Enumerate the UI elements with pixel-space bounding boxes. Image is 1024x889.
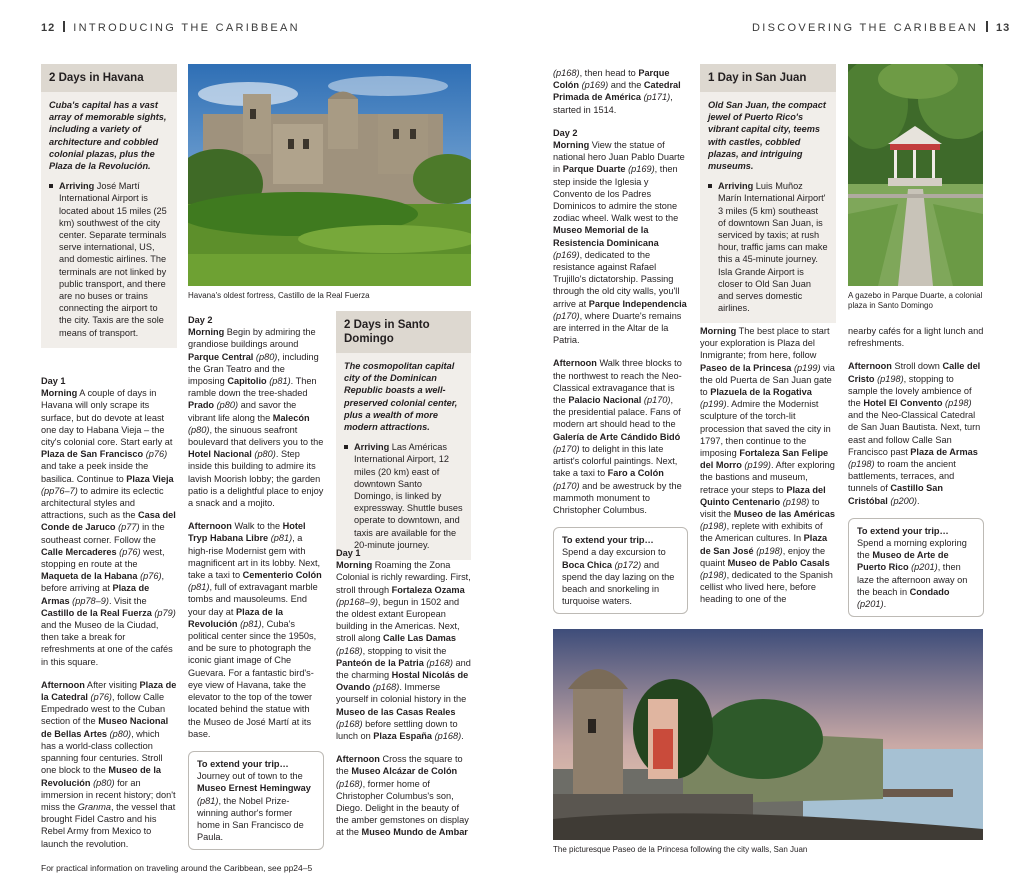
gazebo-photo-caption: A gazebo in Parque Duarte, a colonial plaza in Santo Domingo — [848, 291, 983, 310]
san-juan-column — [700, 64, 836, 323]
extend-title: To extend your trip… — [197, 758, 289, 769]
extend-title: To extend your trip… — [857, 525, 949, 536]
santo-domingo-arriving — [344, 441, 463, 551]
santo-domingo-day2-afternoon: Afternoon Walk three blocks to the northwest to reach the Neo-Classical extravagance that is the Palacio Nacional (p170), the presidential palace. Fans of modern art should head to the Galería de Arte Cándido Bidó (p170) to delight in this late artist's colorful paintings. Next, take a taxi to Faro a Colón (p170) and be awestruck by the mammoth monument to Christopher Columbus. — [553, 358, 682, 515]
day-label: Day 1 — [41, 376, 66, 386]
san-juan-intro-box — [700, 92, 836, 323]
santo-domingo-day2-morning: Morning View the statue of national hero Juan Pablo Duarte in Parque Duarte (p169), then step inside the Iglesia y Convento de los Padres Dominicos to admire the stone zodiac wheel. Walk west to the Museo Memorial de la Resistencia Dominicana (p169), dedicated to the resistance against Rafael Trujillo's dictatorship. Passing through the old city walls, you'll arrive at Parque Independencia (p170), where Duarte's remains are interred in the Altar de la Patria. — [553, 140, 687, 346]
right-running-title: DISCOVERING THE CARIBBEAN — [752, 22, 978, 34]
arriving-text: Las Américas International Airport, 12 miles (20 km) east of downtown Santo Domingo, is linked by expressway. Shuttle buses operate to downtown, and taxis are available for the 20-minute journey. — [354, 442, 463, 550]
left-running-title: INTRODUCING THE CARIBBEAN — [73, 22, 300, 34]
havana-day2-text — [188, 314, 324, 850]
right-page-number: 13 — [996, 22, 1011, 34]
paseo-photo-caption: The picturesque Paseo de la Princesa following the city walls, San Juan — [553, 845, 808, 854]
santo-domingo-day1-text — [336, 547, 471, 839]
san-juan-afternoon-column — [848, 325, 984, 617]
havana-intro-box — [41, 92, 177, 348]
santo-domingo-day1-continued: (p168), then head to Parque Colón (p169) and the Catedral Primada de América (p171), started in 1514. — [553, 68, 681, 115]
left-page-number: 12 — [41, 22, 56, 34]
footer-note: For practical information on traveling around the Caribbean, see pp24–5 — [41, 863, 313, 873]
day-label: Day 2 — [188, 315, 213, 325]
santo-domingo-extend-text: Spend a day excursion to Boca Chica (p172) and spend the day lazing on the beach and snorkeling in turquoise waters. — [562, 547, 675, 607]
extend-title: To extend your trip… — [562, 535, 654, 546]
arriving-text: Luis Muñoz Marín International Airport' 3 miles (5 km) southeast of downtown San Juan, is serviced by taxis; at rush hour, traffic jams can make this a 45-minute journey. Isla Grande Airport is closer to Old San Juan and serves domestic airlines. — [718, 181, 828, 314]
havana-column — [41, 64, 177, 348]
havana-photo-caption: Havana's oldest fortress, Castillo de la Real Fuerza — [188, 291, 370, 300]
santo-domingo-continued-text — [553, 67, 688, 614]
santo-domingo-column — [336, 311, 471, 560]
havana-arriving — [49, 180, 169, 339]
arriving-label: Arriving — [718, 181, 754, 192]
header-divider — [986, 21, 988, 32]
santo-domingo-title: 2 Days in Santo Domingo — [336, 311, 471, 353]
santo-domingo-day1-afternoon: Afternoon Cross the square to the Museo Alcázar de Colón (p168), former home of Christopher Columbus's son, Diego. Delight in the beauty of the amber gemstones on display at the Museo Mundo de Ambar — [336, 754, 469, 838]
san-juan-day-text — [700, 325, 836, 606]
havana-day2-afternoon: Afternoon Walk to the Hotel Tryp Habana Libre (p81), a high-rise Modernist gem with magnificent art in its lobby. Next, take a taxi to Cementerio Colón (p81), full of extravagant marble tombs and mausoleums. End your day at Plaza de la Revolución (p81), Cuba's political center since the 1950s, and be sure to photograph the iconic giant image of Che Guevara. For a fantastic bird's-eye view of Havana, take the elevator to the top of the tower located behind the statue with the Museo de José Martí at its base. — [188, 521, 322, 739]
santo-domingo-intro: The cosmopolitan capital city of the Dominican Republic boasts a well-preserved colonial center, plus a wealth of more modern attractions. — [344, 361, 458, 433]
havana-day1-text — [41, 375, 177, 850]
paseo-photo — [553, 629, 983, 840]
havana-day1-afternoon: Afternoon After visiting Plaza de la Catedral (p76), follow Calle Empedrado west to the Cuban section of the Museo Nacional de Bellas Artes (p80), which has a world-class collection spanning four centuries. Stroll one block to the Museo de la Revolución (p80) for an immersion in recent history; don't miss the Granma, the vessel that brought Fidel Castro and his Rebel Army from Mexico to launch the revolution. — [41, 679, 177, 849]
havana-title: 2 Days in Havana — [41, 64, 177, 92]
san-juan-morning-continued: nearby cafés for a light lunch and refreshments. — [848, 326, 984, 349]
left-page-header — [41, 21, 300, 34]
san-juan-intro: Old San Juan, the compact jewel of Puerto Rico's vibrant capital city, teems with castles, cobbled plazas, and intriguing museums. — [708, 100, 826, 172]
havana-extend-box — [188, 751, 324, 850]
arriving-label: Arriving — [59, 181, 95, 192]
havana-day2-morning: Morning Begin by admiring the grandiose buildings around Parque Central (p80), including the Gran Teatro and the imposing Capitolio (p81). Then ramble down the tree-shaded Prado (p80) and savor the vibrant life along the Malecón (p80), the sinuous seafront boulevard that delivers you to the Hotel Nacional (p80). Step inside this building to admire its lavish Moorish lobby; the garden patio is a delightful place to enjoy a snack and a mojito. — [188, 327, 324, 509]
day-label: Day 1 — [336, 548, 361, 558]
san-juan-extend-box — [848, 518, 984, 617]
havana-extend-text: Journey out of town to the Museo Ernest Hemingway (p81), the Nobel Prize-winning author's former home in San Francisco de Paula. — [197, 771, 311, 843]
santo-domingo-extend-box — [553, 527, 688, 614]
san-juan-afternoon: Afternoon Stroll down Calle del Cristo (p198), stopping to sample the lovely ambience of the Hotel El Convento (p198) and the Neo-Classical Catedral de San Juan Bautista. Next, turn east and follow Calle San Francisco past Plaza de Armas (p198) to roam the ancient battlements, terraces, and tunnels of Castillo San Cristóbal (p200). — [848, 361, 981, 506]
arriving-label: Arriving — [354, 442, 390, 453]
san-juan-arriving — [708, 180, 828, 314]
havana-intro: Cuba's capital has a vast array of memorable sights, including a variety of architecture and cobbled colonial plazas, plus the Plaza de la Revolución. — [49, 100, 167, 172]
san-juan-morning: Morning The best place to start your exploration is Plaza del Inmigrante; from here, follow Paseo de la Princesa (p199) via the old Puerta de San Juan gate to Plazuela de la Rogativa (p199). Admire the Modernist sculpture of the torch-lit procession that saved the city in 1797, then continue to the imposing Fortaleza San Felipe del Morro (p199). After exploring the bastions and museum, retrace your steps to Plaza del Quinto Centenario (p198) to visit the Museo de las Américas (p198), replete with exhibits of the American cultures. In Plaza de San José (p198), enjoy the quaint Museo de Pablo Casals (p198), dedicated to the Spanish cellist who lived here, before heading to one of the — [700, 326, 835, 605]
header-divider — [63, 21, 65, 32]
arriving-text: José Martí International Airport is located about 15 miles (25 km) southwest of the city center. Separate terminals serve international, US, and domestic airlines. The terminals are not linked by public transport, and there are no buses or trains connecting the airport to the city. Taxis are the sole means of transport. — [59, 181, 167, 338]
havana-fortress-photo — [188, 64, 471, 286]
santo-domingo-day1-morning: Morning Roaming the Zona Colonial is richly rewarding. First, stroll through Fortaleza Ozama (pp168–9), begun in 1502 and the oldest extant European building in the Americas. Next, stroll along Calle Las Damas (p168), stopping to visit the Panteón de la Patria (p168) and the charming Hostal Nicolás de Ovando (p168). Immerse yourself in colonial history in the Museo de las Casas Reales (p168) before settling down to lunch on Plaza España (p168). — [336, 560, 471, 742]
santo-domingo-intro-box — [336, 353, 471, 560]
san-juan-title: 1 Day in San Juan — [700, 64, 836, 92]
day-label: Day 2 — [553, 127, 578, 138]
san-juan-extend-text: Spend a morning exploring the Museo de Arte de Puerto Rico (p201), then laze the afternoon away on the beach in Condado (p201). — [857, 538, 968, 610]
right-page-header — [752, 21, 1010, 34]
gazebo-photo — [848, 64, 983, 286]
havana-day1-body: Morning A couple of days in Havana will only scrape its surface, but do devote at least one day to Habana Vieja – the city's colonial core. Start early at Plaza de San Francisco (p76) and take a peek inside the basilica. Continue to Plaza Vieja (pp76–7) to admire its eclectic architectural styles and attractions, such as the Casa del Conde de Jaruco (p77) in the southeast corner. Follow the Calle Mercaderes (p76) west, stopping en route at the Maqueta de la Habana (p76), before arriving at Plaza de Armas (pp78–9). Visit the Castillo de la Real Fuerza (p79) and the Museo de la Ciudad, then take a break for refreshments at one of the cafés in this square. — [41, 388, 176, 667]
